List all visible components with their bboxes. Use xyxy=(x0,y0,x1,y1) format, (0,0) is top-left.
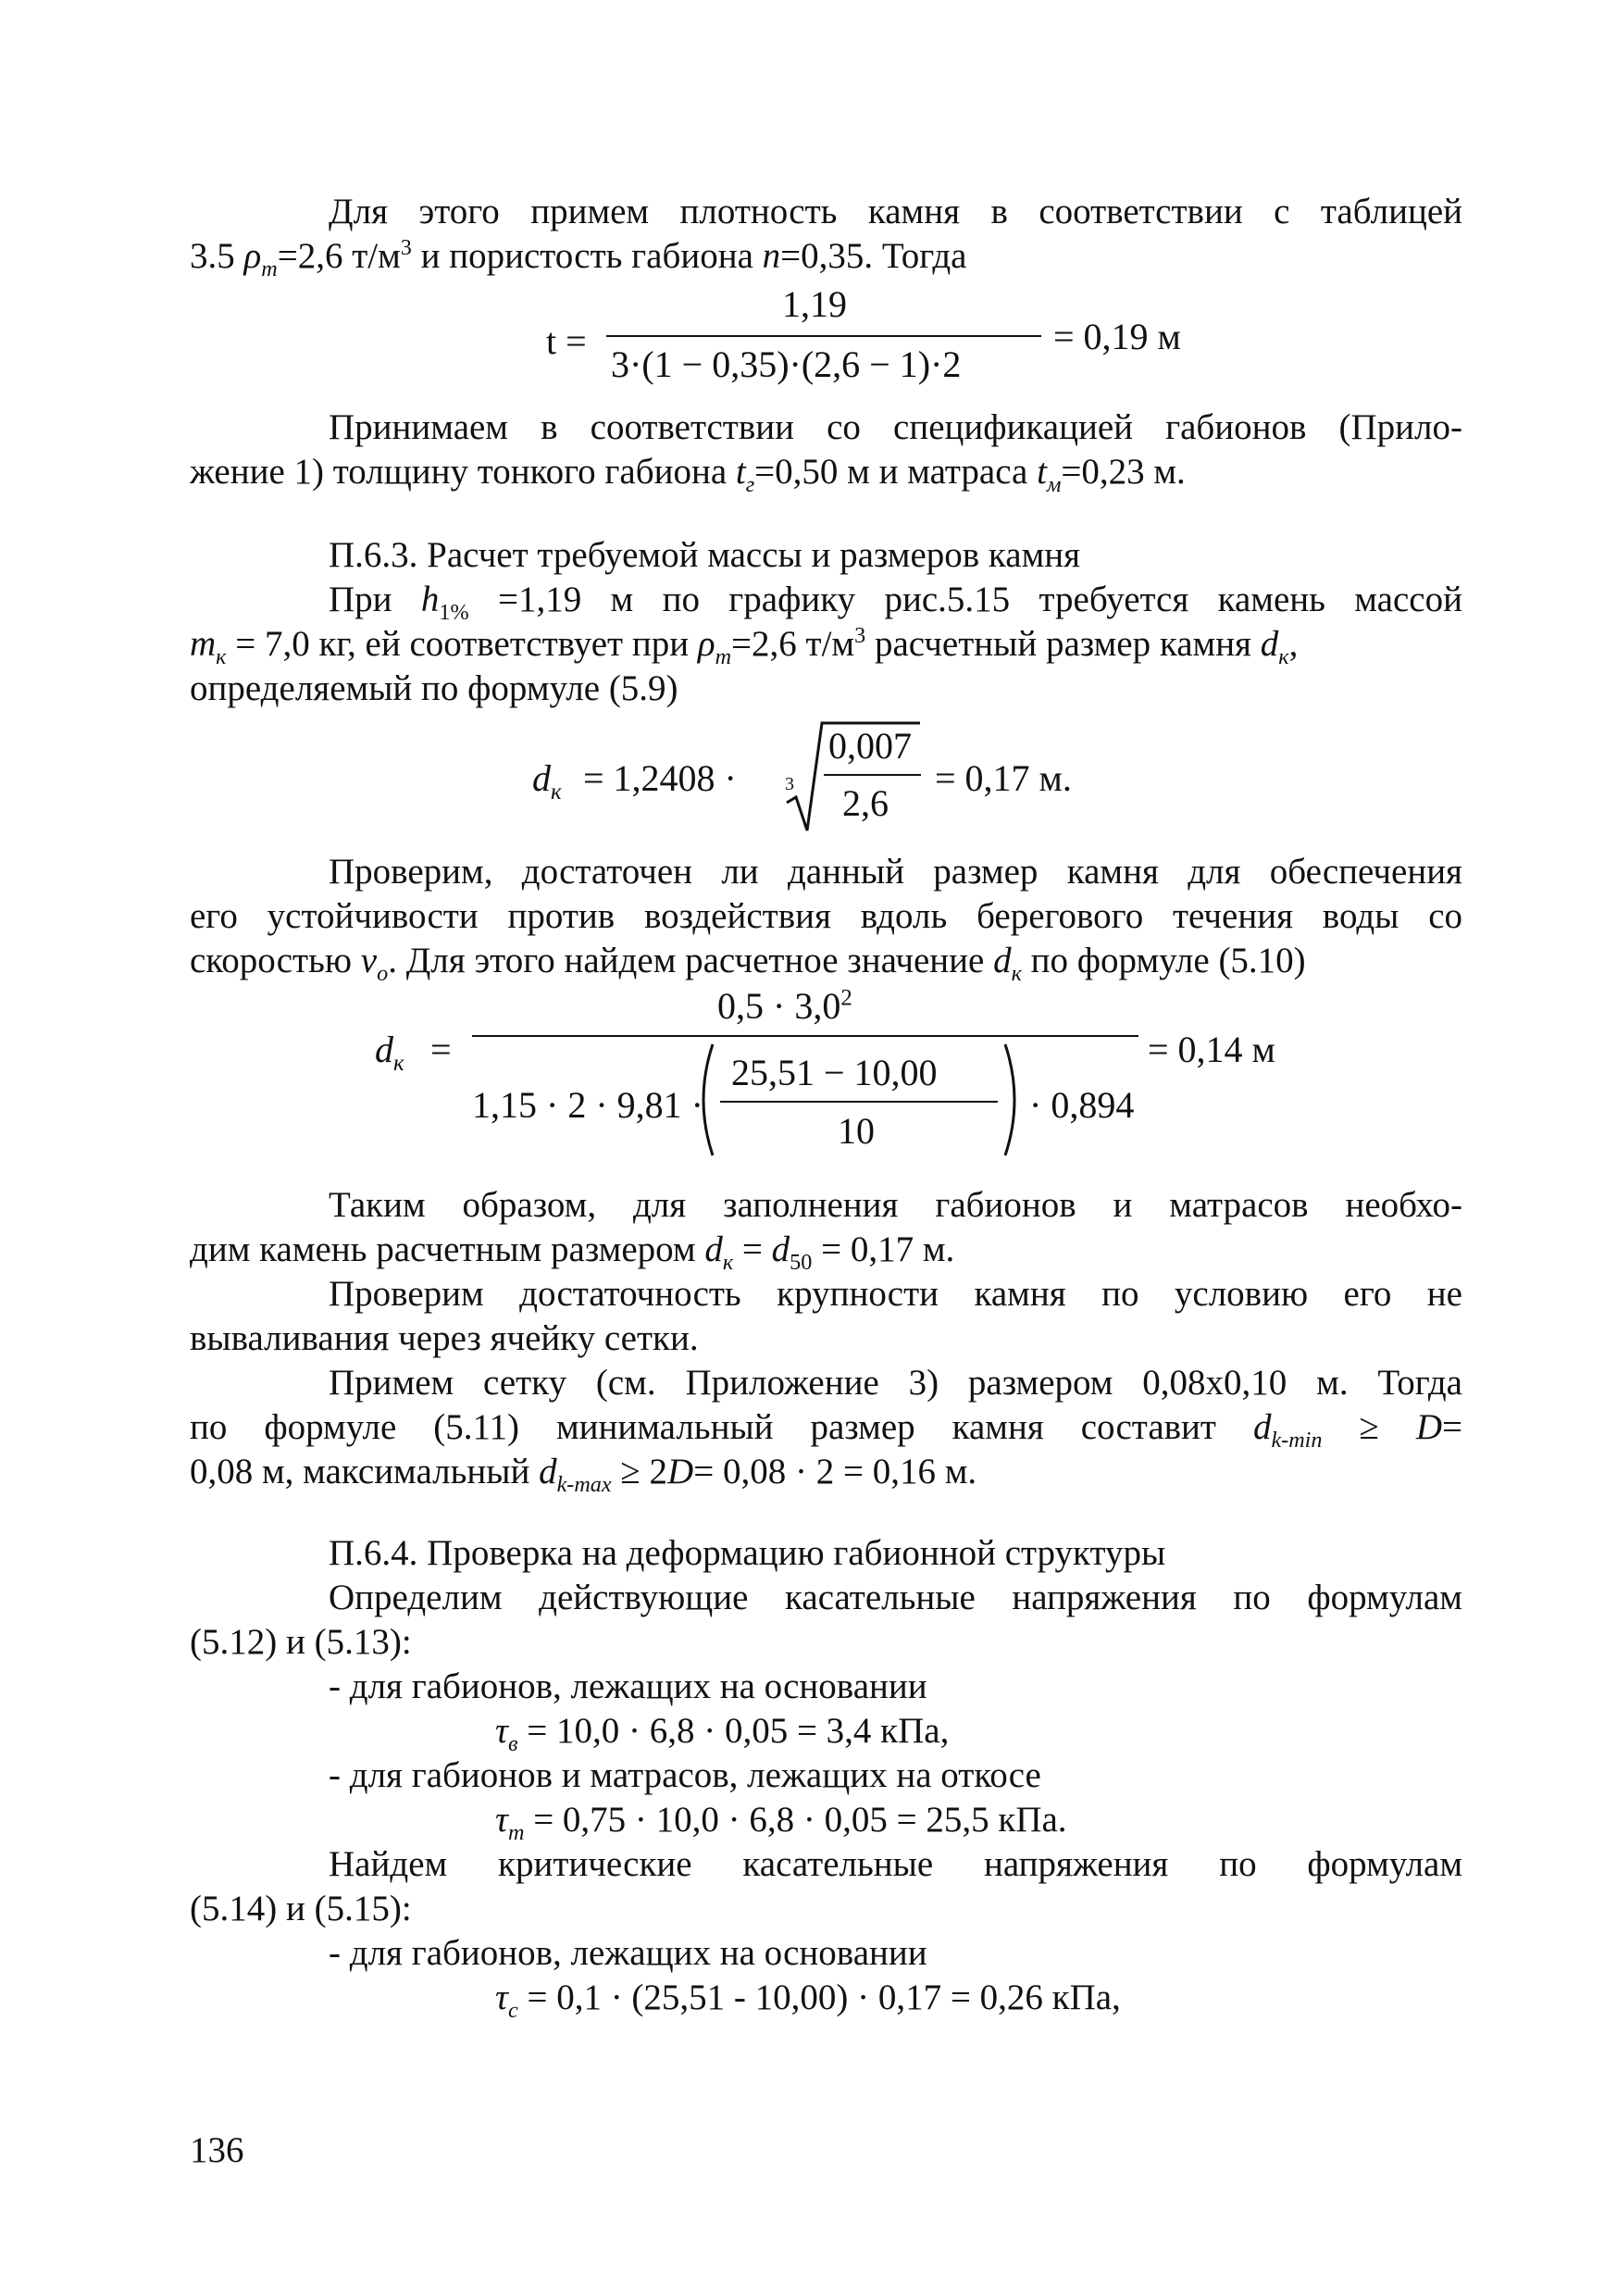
text-line: При $h_{1\%} =1,19$ м по графику рис.5.15 требуется камень массой xyxy=(329,580,1462,625)
text-line: Проверим достаточность крупности камня по условию его не xyxy=(329,1274,1462,1314)
text-line: Для этого примем плотность камня в соответствии с таблицей xyxy=(329,192,1462,231)
text-line: Проверим, достаточен ли данный размер камня для обеспечения xyxy=(329,852,1462,892)
text-line: (5.14) и (5.15): xyxy=(190,1889,412,1928)
text-line: Примем сетку (см. Приложение 3) размером 0,08х0,10 м. Тогда xyxy=(329,1363,1462,1403)
equation-line: $\tau_m = 0,75 \cdot 10,0 \cdot 6,8 \cdot 0,05 = 25,5$ кПа. xyxy=(495,1800,1067,1845)
text-line: 3.5 $\rho_m=2,6$ $т/м^3$ и пористость габиона n=0,35. Тогда xyxy=(190,235,967,281)
text-line: жение 1) толщину тонкого габиона $t_г=0,50$ м и матраса $t_м=0,23$ м. xyxy=(190,452,1186,497)
section-heading: П.6.4. Проверка на деформацию габионной структуры xyxy=(329,1533,1166,1573)
list-item: - для габионов и матрасов, лежащих на откосе xyxy=(329,1755,1041,1795)
text-line: его устойчивости против воздействия вдоль берегового течения воды со xyxy=(190,896,1462,936)
equation-line: $\tau_c = 0,1 \cdot (25,51 - 10,00) \cdot 0,17 = 0,26$ кПа, xyxy=(495,1978,1121,2023)
text-line: Таким образом, для заполнения габионов и матрасов необхо- xyxy=(329,1185,1462,1225)
text-line: скоростью $v_o$. Для этого найдем расчетное значение $d_к$ по формуле (5.10) xyxy=(190,941,1306,986)
text-line: Принимаем в соответствии со спецификацией габионов (Прило- xyxy=(329,407,1462,447)
text-line: Определим действующие касательные напряжения по формулам xyxy=(329,1578,1462,1617)
list-item: - для габионов, лежащих на основании xyxy=(329,1933,927,1973)
text-line: Найдем критические касательные напряжения по формулам xyxy=(329,1844,1462,1884)
list-item: - для габионов, лежащих на основании xyxy=(329,1666,927,1706)
page-number: 136 xyxy=(190,2130,244,2170)
text-line: определяемый по формуле (5.9) xyxy=(190,668,678,708)
text-line: 0,08 м, максимальный $d_{k-max} \ge 2D= 0,08 \cdot 2 = 0,16$ м. xyxy=(190,1452,977,1497)
text-line: дим камень расчетным размером $d_к = d_{50} = 0,17$ м. xyxy=(190,1229,955,1275)
section-heading: П.6.3. Расчет требуемой массы и размеров камня xyxy=(329,535,1081,575)
text-line: $m_к = 7,0$ кг, ей соответствует при $\rho_m=2,6$ $т/м^3$ расчетный размер камня $d_к$, xyxy=(190,623,1299,669)
text-line: по формуле (5.11) минимальный размер камня составит $d_{k-min} \ge D=$ xyxy=(190,1407,1462,1453)
equation-line: $\tau_в = 10,0 \cdot 6,8 \cdot 0,05 = 3,4$ кПа, xyxy=(495,1711,950,1756)
text-line: (5.12) и (5.13): xyxy=(190,1622,412,1662)
text-line: вываливания через ячейку сетки. xyxy=(190,1318,699,1358)
document-page: Для этого примем плотность камня в соответствии с таблицей 3.5 $\rho_m=2,6$ $т/м^3$ и пористость габиона n=0,35. Тогда t = 1,19 3·(1 − 0,35)·(2,6 − 1)·2 = 0,19 м Принимаем в соответствии со спецификацией габионов (Прило- жение 1) толщину тонкого габиона $t_г=0,50$ м и матраса $t_м=0,23$ м. П.6.3. Расчет требуемой массы и размеров камня При $h_{1\%} =1,19$ м по графику рис.5.15 требуется камень массой $m_к = 7,0$ кг, ей соответствует при $\rho_m=2,6$ $т/м^3$ расчетный размер камня $d_к$, определяемый по формуле (5.9) $d_к$ = 1,2408 · 3 0,007 2,6 = 0,17 м. Проверим, достаточен ли данный размер камня для обеспечения его устойчивости против воздействия вдоль берегового течения воды со скоростью $v_o$. Для этого найдем расчетное значение $d_к$ по формуле (5.10) $d_к$ = $0,5 \cdot 3,0^2$ 1,15 · 2 · 9,81 · 25,51 − 10,00 10 · 0,894 = 0,14 м Таким образом, для заполнения габионов и матрасов необхо- дим камень расчетным размером $d_к = d_{50} = 0,17$ м. Проверим достаточность крупности камня по условию его не вываливания через ячейку сетки. Примем сетку (см. Приложение 3) размером 0,08х0,10 м. Тогда по формуле (5.11) минимальный размер камня составит $d_{k-min} \ge D=$ 0,08 м, максимальный $d_{k-max} \ge 2D= 0,08 \cdot 2 = 0,16$ м. П.6.4. Проверка на деформацию габионной структуры Определим действующие касательные напряжения по формулам (5.12) и (5.13): - для габионов, лежащих на основании $\tau_в = 10,0 \cdot 6,8 \cdot 0,05 = 3,4$ кПа, - для габионов и матрасов, лежащих на откосе $\tau_m = 0,75 \cdot 10,0 \cdot 6,8 \cdot 0,05 = 25,5$ кПа. Найдем критические касательные напряжения по формулам (5.14) и (5.15): - для габионов, лежащих на основании $\tau_c = 0,1 \cdot (25,51 - 10,00) \cdot 0,17 = 0,26$ кПа, 136 xyxy=(0,0,1617,2296)
